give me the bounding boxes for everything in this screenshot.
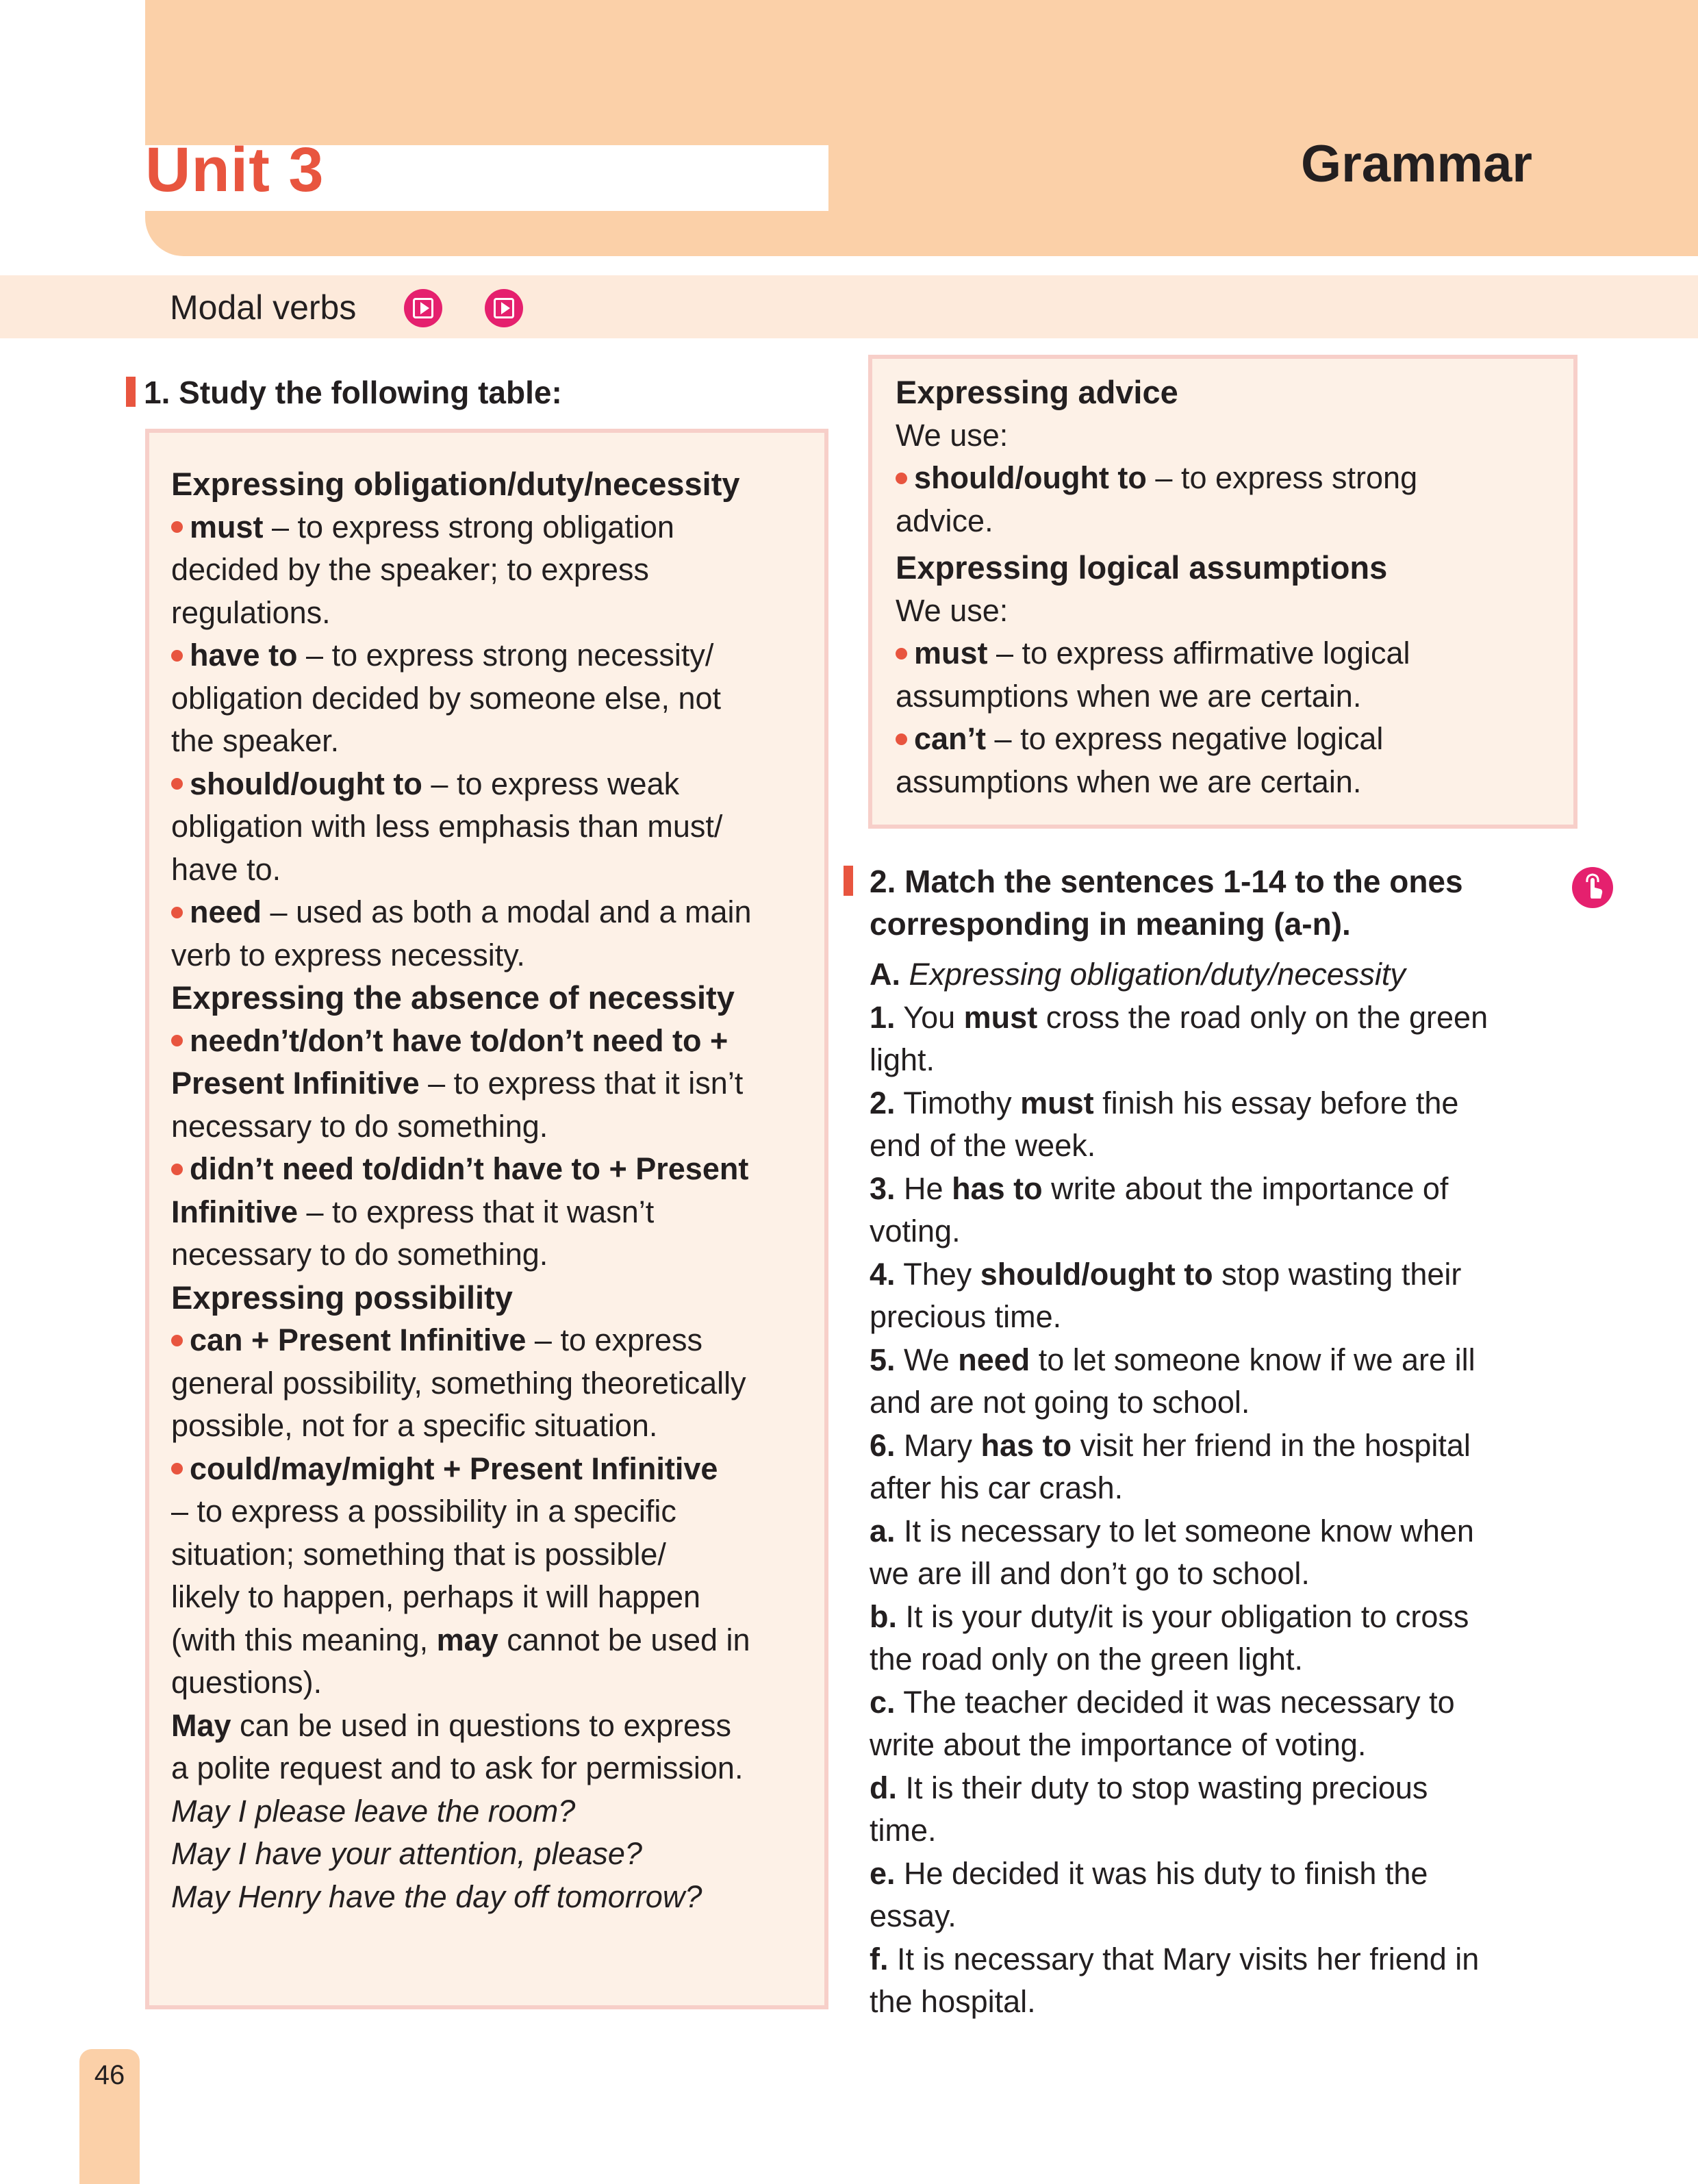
item-text: essay. xyxy=(870,1898,956,1933)
item-text: They xyxy=(895,1256,980,1292)
definition: general possibility, something theoretically xyxy=(171,1365,746,1401)
definition: have to. xyxy=(171,851,281,887)
section-marker xyxy=(126,377,136,407)
item-modal: must xyxy=(963,999,1038,1035)
term: have to xyxy=(190,638,298,673)
list-item xyxy=(870,1424,1554,1468)
bullet-icon xyxy=(171,778,183,790)
term: should/ought to xyxy=(190,766,422,801)
item-modal: need xyxy=(958,1342,1030,1377)
item-letter: f. xyxy=(870,1941,889,1976)
item-text: It is necessary to let someone know when xyxy=(895,1513,1474,1548)
list-item xyxy=(870,1082,1554,1125)
section-title: Grammar xyxy=(1301,135,1532,193)
example: May I please leave the room? xyxy=(171,1793,576,1829)
term: can + Present Infinitive xyxy=(190,1322,527,1357)
definition: questions). xyxy=(171,1665,322,1700)
bullet-icon xyxy=(171,1035,183,1046)
interactive-exercise-icon[interactable] xyxy=(1572,867,1613,908)
example: May Henry have the day off tomorrow? xyxy=(171,1879,702,1914)
item-number: 5. xyxy=(870,1342,896,1377)
definition: situation; something that is possible/ xyxy=(171,1536,666,1572)
item-text: We xyxy=(895,1342,959,1377)
term: can’t xyxy=(914,721,987,756)
exercise-2-heading-line: corresponding in meaning (a-n). xyxy=(870,906,1351,942)
definition: obligation decided by someone else, not xyxy=(171,680,722,716)
definition: – to express strong xyxy=(1146,460,1418,495)
absence-heading: Expressing the absence of necessity xyxy=(171,979,735,1016)
list-item xyxy=(870,1510,1554,1553)
item-modal: has to xyxy=(980,1427,1072,1463)
term: must xyxy=(914,636,988,670)
definition: – to express a possibility in a specific xyxy=(171,1494,676,1529)
item-number: 3. xyxy=(870,1170,896,1206)
item-text: The teacher decided it was necessary to xyxy=(895,1684,1455,1720)
item-text: You xyxy=(895,999,964,1035)
possibility-heading: Expressing possibility xyxy=(171,1279,513,1316)
item-number: 6. xyxy=(870,1427,896,1463)
grammar-table-left-content xyxy=(171,463,815,1918)
item-text: end of the week. xyxy=(870,1128,1096,1163)
item-text: It is necessary that Mary visits her friend in xyxy=(888,1941,1480,1976)
item-number: 2. xyxy=(870,1085,896,1120)
list-item xyxy=(870,996,1554,1040)
bullet-icon xyxy=(171,907,183,918)
definition: assumptions when we are certain. xyxy=(896,764,1362,799)
exercise-2-heading-line: 2. Match the sentences 1-14 to the ones xyxy=(870,864,1463,899)
item-letter: e. xyxy=(870,1855,896,1891)
definition: – to express affirmative logical xyxy=(987,636,1410,670)
obligation-heading: Expressing obligation/duty/necessity xyxy=(171,466,740,502)
term: Present Infinitive xyxy=(171,1066,420,1101)
item-text: It is your duty/it is your obligation to cross xyxy=(897,1598,1469,1634)
item-text: Timothy xyxy=(895,1085,1021,1120)
section-marker xyxy=(844,866,853,896)
definition: – to express xyxy=(526,1322,703,1357)
bullet-icon xyxy=(171,650,183,662)
item-text: precious time. xyxy=(870,1299,1062,1334)
exercise-2-content xyxy=(870,953,1554,2024)
definition: necessary to do something. xyxy=(171,1237,548,1272)
item-letter: a. xyxy=(870,1513,896,1548)
term: need xyxy=(190,894,262,929)
term: May xyxy=(171,1707,231,1743)
item-number: 4. xyxy=(870,1256,896,1292)
bullet-icon xyxy=(896,473,907,484)
definition: – to express strong obligation xyxy=(263,509,674,544)
item-modal: must xyxy=(1020,1085,1094,1120)
item-text: finish his essay before the xyxy=(1093,1085,1459,1120)
we-use-label: We use: xyxy=(896,592,1009,628)
definition: obligation with less emphasis than must/ xyxy=(171,809,723,844)
term: may xyxy=(436,1622,498,1657)
definition: a polite request and to ask for permission. xyxy=(171,1750,744,1785)
term: didn’t need to/didn’t have to + Present xyxy=(190,1151,749,1186)
grammar-table-right-content xyxy=(896,371,1560,803)
page-number: 46 xyxy=(94,2060,125,2090)
term: needn’t/don’t have to/don’t need to + xyxy=(190,1022,728,1058)
item-text: stop wasting their xyxy=(1213,1256,1462,1292)
list-item xyxy=(870,1339,1554,1382)
item-text: cross the road only on the green xyxy=(1037,999,1488,1035)
bullet-icon xyxy=(171,1164,183,1175)
list-item xyxy=(870,1253,1554,1296)
definition: – to express strong necessity/ xyxy=(297,638,714,673)
video-icon[interactable] xyxy=(404,289,442,327)
term: must xyxy=(190,509,264,544)
definition: – to express that it wasn’t xyxy=(298,1194,655,1229)
definition: can be used in questions to express xyxy=(231,1707,732,1743)
item-text: He xyxy=(895,1170,952,1206)
definition: (with this meaning, xyxy=(171,1622,437,1657)
item-number: 1. xyxy=(870,999,896,1035)
definition: the speaker. xyxy=(171,723,340,758)
item-text: after his car crash. xyxy=(870,1470,1124,1505)
term: Infinitive xyxy=(171,1194,299,1229)
item-text: write about the importance of voting. xyxy=(870,1727,1367,1762)
exercise-1-heading: 1. Study the following table: xyxy=(144,375,562,410)
exercise-2-heading xyxy=(870,860,1554,945)
item-text: visit her friend in the hospital xyxy=(1072,1427,1471,1463)
definition: – used as both a modal and a main xyxy=(262,894,752,929)
item-text: the road only on the green light. xyxy=(870,1642,1303,1677)
bullet-icon xyxy=(896,648,907,660)
term: should/ought to xyxy=(914,460,1147,495)
item-modal: should/ought to xyxy=(980,1256,1213,1292)
list-item xyxy=(870,1853,1554,1896)
definition: regulations. xyxy=(171,594,331,630)
item-modal: has to xyxy=(952,1170,1043,1206)
unit-title: Unit 3 xyxy=(145,135,325,205)
item-text: write about the importance of xyxy=(1042,1170,1449,1206)
item-text: the hospital. xyxy=(870,1984,1036,2019)
term: could/may/might + Present Infinitive xyxy=(190,1451,718,1486)
definition: cannot be used in xyxy=(498,1622,750,1657)
bullet-icon xyxy=(896,733,907,745)
list-item xyxy=(870,1168,1554,1211)
definition: – to express that it isn’t xyxy=(419,1066,744,1101)
we-use-label: We use: xyxy=(896,417,1009,453)
list-item xyxy=(870,1596,1554,1639)
group-label: A. xyxy=(870,957,900,992)
list-item xyxy=(870,1767,1554,1810)
list-item xyxy=(870,1681,1554,1724)
bullet-icon xyxy=(171,1335,183,1346)
item-letter: c. xyxy=(870,1684,896,1720)
bullet-icon xyxy=(171,1463,183,1474)
item-text: It is their duty to stop wasting precious xyxy=(897,1770,1428,1805)
definition: necessary to do something. xyxy=(171,1108,548,1144)
item-text: time. xyxy=(870,1813,937,1848)
item-text: to let someone know if we are ill xyxy=(1030,1342,1475,1377)
item-text: voting. xyxy=(870,1214,961,1248)
logic-heading: Expressing logical assumptions xyxy=(896,549,1388,586)
definition: – to express weak xyxy=(422,766,680,801)
topic-title: Modal verbs xyxy=(170,288,357,327)
video-icon[interactable] xyxy=(485,289,523,327)
definition: advice. xyxy=(896,503,993,538)
definition: verb to express necessity. xyxy=(171,937,525,972)
item-text: we are ill and don’t go to school. xyxy=(870,1556,1310,1591)
advice-heading: Expressing advice xyxy=(896,374,1178,410)
example: May I have your attention, please? xyxy=(171,1836,642,1871)
item-text: Mary xyxy=(895,1427,981,1463)
definition: possible, not for a specific situation. xyxy=(171,1408,658,1443)
definition: – to express negative logical xyxy=(986,721,1384,756)
item-text: He decided it was his duty to finish the xyxy=(895,1855,1428,1891)
item-text: and are not going to school. xyxy=(870,1385,1250,1420)
group-title: Expressing obligation/duty/necessity xyxy=(900,957,1406,992)
bullet-icon xyxy=(171,521,183,533)
item-letter: b. xyxy=(870,1598,897,1634)
item-text: light. xyxy=(870,1042,935,1077)
definition: likely to happen, perhaps it will happen xyxy=(171,1579,700,1614)
definition: decided by the speaker; to express xyxy=(171,552,649,587)
item-letter: d. xyxy=(870,1770,897,1805)
definition: assumptions when we are certain. xyxy=(896,678,1362,714)
list-item xyxy=(870,1938,1554,1981)
header-band xyxy=(145,0,1698,256)
